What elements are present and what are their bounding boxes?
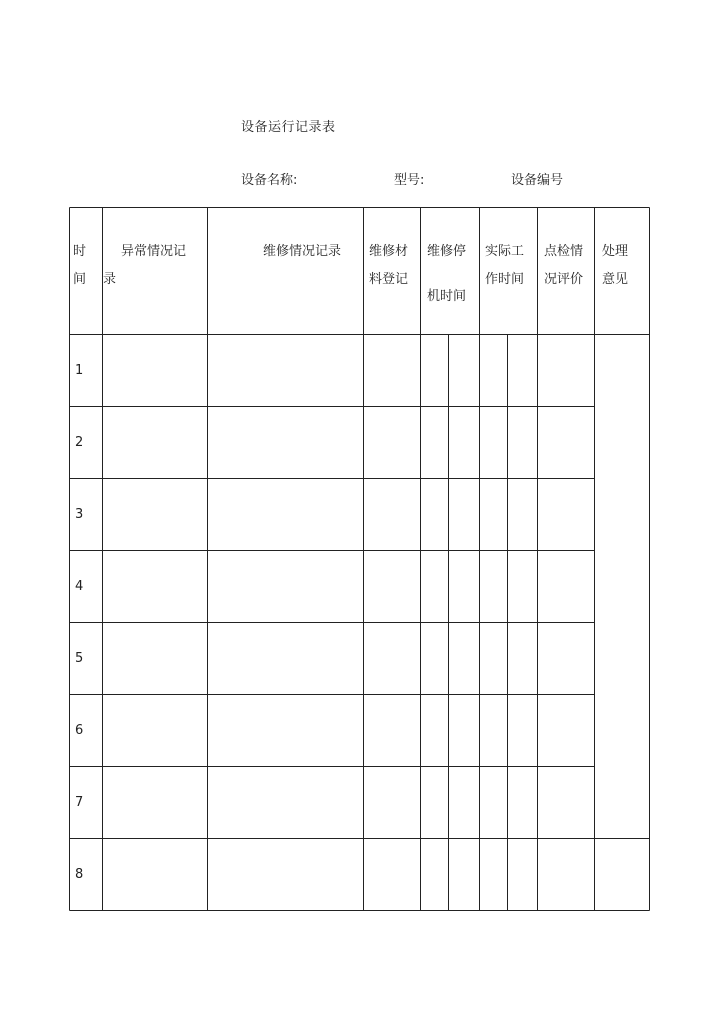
header-abnormal-line2: 录 xyxy=(103,272,117,287)
header-actual-work-time-line2: 作时间 xyxy=(485,272,525,287)
document-title: 设备运行记录表 xyxy=(241,120,336,135)
equipment-name-label: 设备名称: xyxy=(241,173,298,188)
row-number: 1 xyxy=(75,363,84,378)
row-number: 4 xyxy=(75,579,84,594)
header-inspection-line1: 点检情 xyxy=(544,244,584,259)
header-inspection-line2: 况评价 xyxy=(544,272,584,287)
row-number: 3 xyxy=(75,507,84,522)
row-number: 8 xyxy=(75,867,84,882)
header-repair-downtime-line2: 机时间 xyxy=(427,289,467,304)
row-number: 5 xyxy=(75,651,84,666)
model-label: 型号: xyxy=(394,173,425,188)
row-number: 2 xyxy=(75,435,84,450)
record-table xyxy=(69,207,650,911)
row-number: 7 xyxy=(75,795,84,810)
header-repair-downtime-line1: 维修停 xyxy=(427,244,467,259)
header-repair-material-line2: 料登记 xyxy=(369,272,409,287)
header-time-line2: 间 xyxy=(73,272,87,287)
header-repair-material-line1: 维修材 xyxy=(369,244,409,259)
header-abnormal-line1: 异常情况记 xyxy=(121,244,187,259)
table-grid xyxy=(69,207,650,911)
header-handling-line1: 处理 xyxy=(602,244,629,259)
row-number: 6 xyxy=(75,723,84,738)
header-time-line1: 时 xyxy=(73,244,87,259)
header-repair-record: 维修情况记录 xyxy=(263,244,342,259)
equipment-code-label: 设备编号 xyxy=(511,173,564,188)
header-handling-line2: 意见 xyxy=(602,272,629,287)
header-actual-work-time-line1: 实际工 xyxy=(485,244,525,259)
